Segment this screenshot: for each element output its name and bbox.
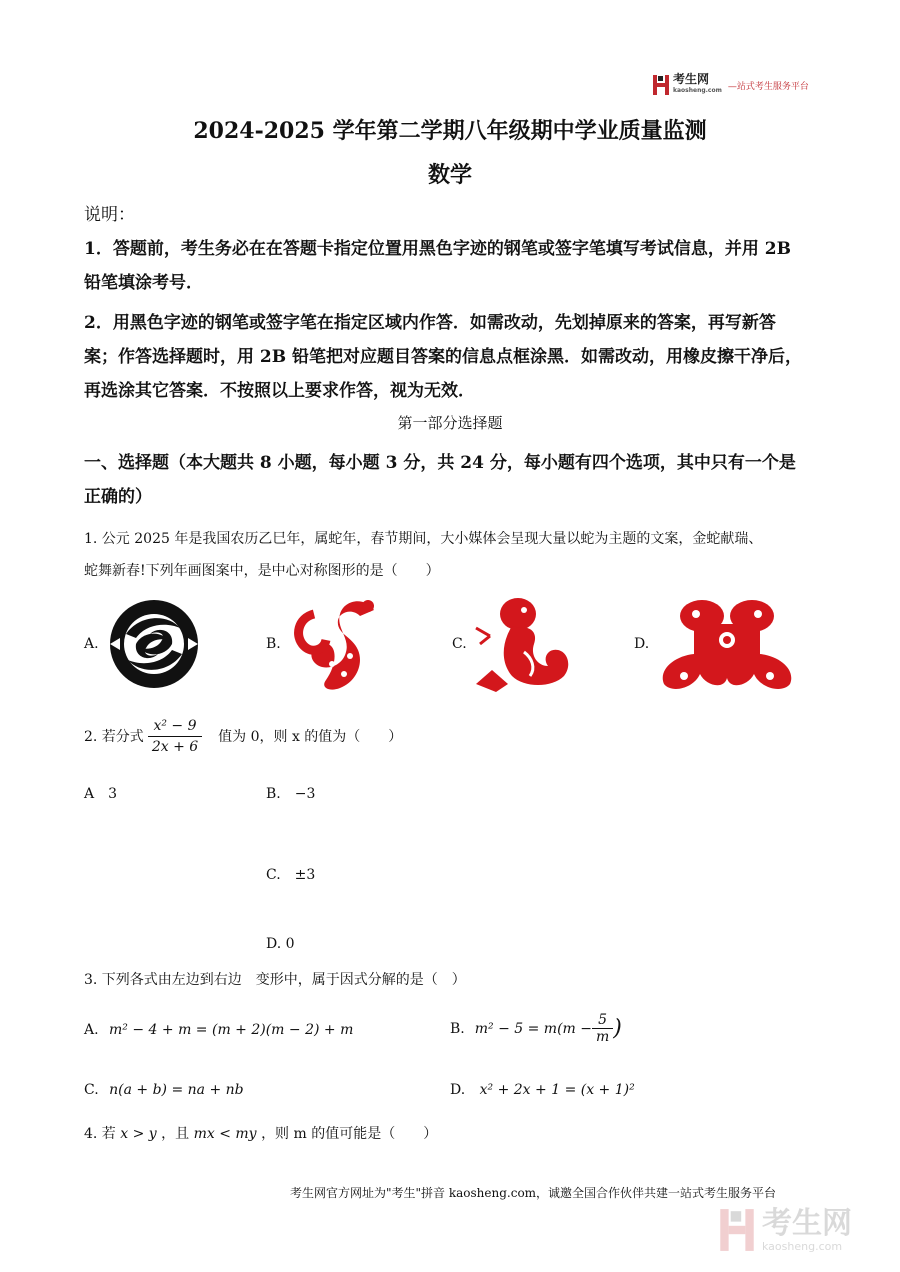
instruction-1-line-1: 1．答题前，考生务必在在答题卡指定位置用黑色字迹的钢笔或签字笔填写考试信息，并用 2B: [84, 239, 791, 259]
instructions: [84, 198, 824, 408]
q2-option-c: C. ±3: [266, 867, 316, 883]
q2-fraction: [148, 716, 202, 757]
q2-numerator: x² − 9: [148, 716, 202, 737]
q3-option-d-label: D.: [450, 1082, 466, 1098]
q1-option-b-snake-image: [284, 592, 384, 696]
logo-slogan: —站式考生服务平台: [727, 81, 809, 92]
q1-option-a-label: A.: [84, 636, 99, 652]
page-footer: 考生网官方网址为"考生"拼音 kaosheng.com，诚邀全国合作伙伴共建一站式考生服务平台: [290, 1186, 777, 1200]
question-2-stem: [84, 716, 402, 757]
q2-prefix: 2. 若分式: [84, 728, 144, 745]
q2-suffix: 值为 0，则 x 的值为（ ）: [218, 728, 403, 745]
part1-title: 第一部分选择题: [397, 414, 503, 432]
q3-option-d: [450, 1082, 635, 1098]
q1-option-d-label: D.: [634, 636, 650, 652]
section1-line-2: 正确的）: [84, 487, 152, 507]
q3-option-c-label: C.: [84, 1082, 99, 1098]
instructions-heading: 说明：: [84, 205, 135, 225]
subject-title: 数学: [427, 162, 472, 188]
section1-line-1: 一、选择题（本大题共 8 小题，每小题 3 分，共 24 分，每小题有四个选项，其中只有一个是: [84, 453, 796, 473]
instruction-2-line-1: 2．用黑色字迹的钢笔或签字笔在指定区域内作答．如需改动，先划掉原来的答案，再写新答: [84, 313, 776, 333]
q1-option-d-snake-image: [654, 594, 800, 694]
q1-line-1: 1. 公元 2025 年是我国农历乙巳年，属蛇年，春节期间，大小媒体会呈现大量以蛇为主题的文案，金蛇献瑞、: [84, 531, 763, 547]
instruction-1-line-2: 铅笔填涂考号．: [84, 273, 203, 293]
q4-suffix: ，则 m 的值可能是（ ）: [261, 1126, 438, 1142]
q1-line-2: 蛇舞新春!下列年画图案中，是中心对称图形的是（ ）: [84, 563, 440, 579]
q3-option-a-expr: m² − 4 + m = (m + 2)(m − 2) + m: [109, 1022, 354, 1038]
q2-denominator: 2x + 6: [151, 739, 199, 755]
page-title: 2024-2025 学年第二学期八年级期中学业质量监测: [193, 118, 707, 144]
q3-option-b: [450, 1012, 622, 1045]
q3-option-b-fraction: [592, 1012, 613, 1045]
question-1-stem: [84, 523, 844, 587]
instruction-2-line-2: 案；作答选择题时，用 2B 铅笔把对应题目答案的信息点框涂黑．如需改动，用橡皮擦干净后，: [84, 347, 803, 367]
section1-heading: [84, 446, 824, 514]
q4-condition-2: mx < my: [193, 1126, 257, 1142]
q1-option-a-snake-image: [106, 596, 202, 692]
q3-option-c-expr: n(a + b) = na + nb: [109, 1082, 244, 1098]
q4-prefix: 4. 若: [84, 1126, 116, 1142]
logo-domain: kaosheng.com: [673, 87, 722, 94]
q2-option-d: D. 0: [266, 936, 295, 952]
q4-condition-1: x > y: [120, 1126, 157, 1142]
q1-option-c-snake-image: [472, 592, 576, 696]
q3-option-d-expr: x² + 2x + 1 = (x + 1)²: [479, 1082, 635, 1098]
q1-option-c-label: C.: [452, 636, 467, 652]
watermark-logo-icon: [718, 1207, 756, 1253]
q4-mid: ，且: [161, 1126, 190, 1142]
watermark-domain: kaosheng.com: [762, 1239, 843, 1253]
watermark-text: [762, 1205, 852, 1253]
logo-text: [673, 73, 722, 97]
header-logo: [652, 72, 852, 98]
q1-option-b-label: B.: [266, 636, 281, 652]
q3-option-b-expr-left: m² − 5 = m(m −: [474, 1020, 592, 1037]
q3-option-b-frac-num: 5: [592, 1012, 613, 1029]
q3-option-a-label: A.: [84, 1022, 99, 1038]
kaosheng-logo-icon: [652, 74, 670, 96]
q3-option-b-label: B.: [450, 1020, 465, 1037]
question-4-stem: [84, 1124, 437, 1144]
q3-option-b-frac-den: m: [596, 1029, 610, 1045]
q2-option-b: B. −3: [266, 786, 316, 802]
q3-option-c: [84, 1082, 244, 1098]
q2-option-a: A 3: [84, 786, 118, 802]
watermark: [718, 1204, 888, 1256]
watermark-name: 考生网: [762, 1205, 852, 1241]
question-3-stem: 3. 下列各式由左边到右边 变形中，属于因式分解的是（ ）: [84, 972, 466, 988]
q3-option-a: [84, 1022, 353, 1038]
instruction-2-line-3: 再选涂其它答案．不按照以上要求作答，视为无效．: [84, 381, 475, 401]
q3-option-b-expr-right: ): [613, 1016, 622, 1041]
logo-name: 考生网: [673, 72, 710, 86]
